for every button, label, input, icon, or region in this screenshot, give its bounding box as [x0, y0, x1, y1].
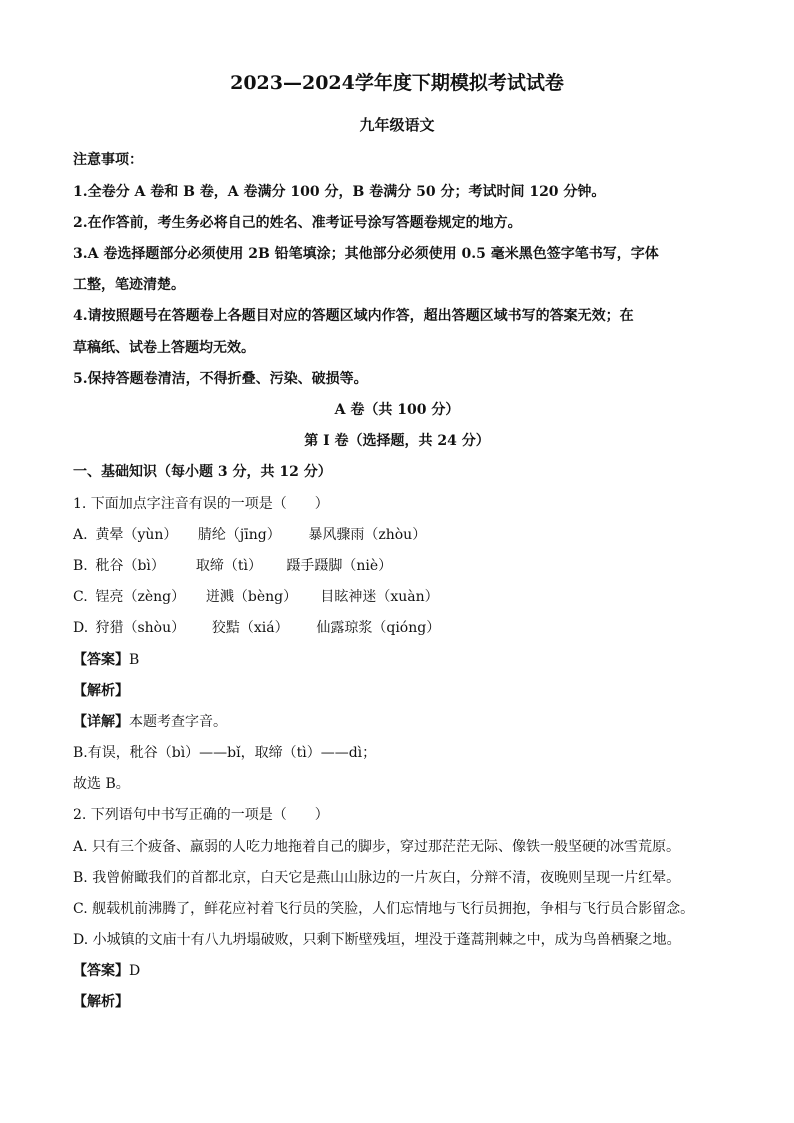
option-word-1: 锃亮（zèng）: [95, 589, 186, 605]
q1-option-a: [73, 525, 426, 545]
group-one-heading: 一、基础知识（每小题 3 分，共 12 分）: [73, 464, 332, 480]
notice-item-2: 2.在作答前，考生务必将自己的姓名、准考证号涂写答题卷规定的地方。: [73, 215, 522, 231]
detail-label: 【详解】: [73, 714, 129, 730]
q1-option-b: [73, 556, 392, 576]
notice-item-3-line-1: 3.A 卷选择题部分必须使用 2B 铅笔填涂；其他部分必须使用 0.5 毫米黑色签字笔书写，字体: [73, 246, 659, 262]
exam-title: 2023—2024学年度下期模拟考试试卷: [230, 72, 564, 94]
q1-explanation: B.有误，秕谷（bì）——bǐ，取缔（tì）——dì；: [73, 745, 377, 761]
option-letter: A.: [73, 527, 88, 543]
option-word-1: 狩猎（shòu）: [95, 620, 186, 636]
q2-stem: 2. 下列语句中书写正确的一项是（ ）: [73, 807, 329, 823]
option-letter: D.: [73, 620, 89, 636]
q1-answer: [73, 650, 139, 670]
answer-value: D: [129, 963, 141, 979]
option-word-3: 目眩神迷（xuàn）: [320, 589, 439, 605]
exam-subtitle: 九年级语文: [359, 116, 435, 134]
notice-item-4-line-2: 草稿纸、试卷上答题均无效。: [73, 340, 255, 356]
q1-stem: 1. 下面加点字注音有误的一项是（ ）: [73, 496, 329, 512]
option-letter: B.: [73, 558, 88, 574]
q1-analysis-label: 【解析】: [73, 683, 129, 699]
q2-option-d: D. 小城镇的文庙十有八九坍塌破败，只剩下断壁残垣，埋没于蓬蒿荆棘之中，成为鸟兽栖聚之地。: [73, 932, 681, 948]
option-word-2: 狡黠（xiá）: [211, 620, 289, 636]
detail-text: 本题考查字音。: [129, 714, 227, 730]
option-word-3: 蹑手蹑脚（niè）: [286, 558, 393, 574]
answer-label: 【答案】: [73, 652, 129, 668]
option-word-3: 暴风骤雨（zhòu）: [308, 527, 427, 543]
q1-conclusion: 故选 B。: [73, 776, 130, 792]
option-word-2: 取缔（tì）: [195, 558, 263, 574]
q2-analysis-label: 【解析】: [73, 994, 129, 1010]
notice-item-4-line-1: 4.请按照题号在答题卷上各题目对应的答题区域内作答，超出答题区域书写的答案无效；在: [73, 308, 634, 324]
notice-item-1: 1.全卷分 A 卷和 B 卷，A 卷满分 100 分，B 卷满分 50 分；考试时间 120 分钟。: [73, 184, 606, 200]
q2-answer: [73, 961, 140, 981]
q2-option-c: C. 舰载机前沸腾了，鲜花应衬着飞行员的笑脸，人们忘情地与飞行员拥抱，争相与飞行员合影留念。: [73, 901, 695, 917]
option-word-1: 黄晕（yùn）: [95, 527, 178, 543]
q1-option-d: [73, 618, 440, 638]
option-word-2: 腈纶（jīng）: [197, 527, 281, 543]
option-word-1: 秕谷（bì）: [95, 558, 165, 574]
q1-detail: [73, 712, 227, 732]
part-one-heading: 第 I 卷（选择题，共 24 分）: [304, 433, 490, 449]
answer-value: B: [129, 652, 140, 668]
q1-option-c: [73, 587, 439, 607]
notice-item-5: 5.保持答题卷清洁，不得折叠、污染、破损等。: [73, 371, 368, 387]
notice-item-3-line-2: 工整，笔迹清楚。: [73, 277, 185, 293]
option-word-2: 迸溅（bèng）: [205, 589, 298, 605]
notice-heading: 注意事项：: [73, 152, 143, 168]
option-word-3: 仙露琼浆（qióng）: [316, 620, 441, 636]
section-a-heading: A 卷（共 100 分）: [334, 402, 460, 418]
answer-label: 【答案】: [73, 963, 129, 979]
q2-option-a: A. 只有三个疲备、羸弱的人吃力地拖着自己的脚步，穿过那茫茫无际、像铁一般坚硬的冰雪荒原。: [73, 839, 681, 855]
q2-option-b: B. 我曾俯瞰我们的首都北京，白天它是燕山山脉边的一片灰白，分辩不清，夜晚则呈现一片红晕。: [73, 870, 681, 886]
option-letter: C.: [73, 589, 88, 605]
